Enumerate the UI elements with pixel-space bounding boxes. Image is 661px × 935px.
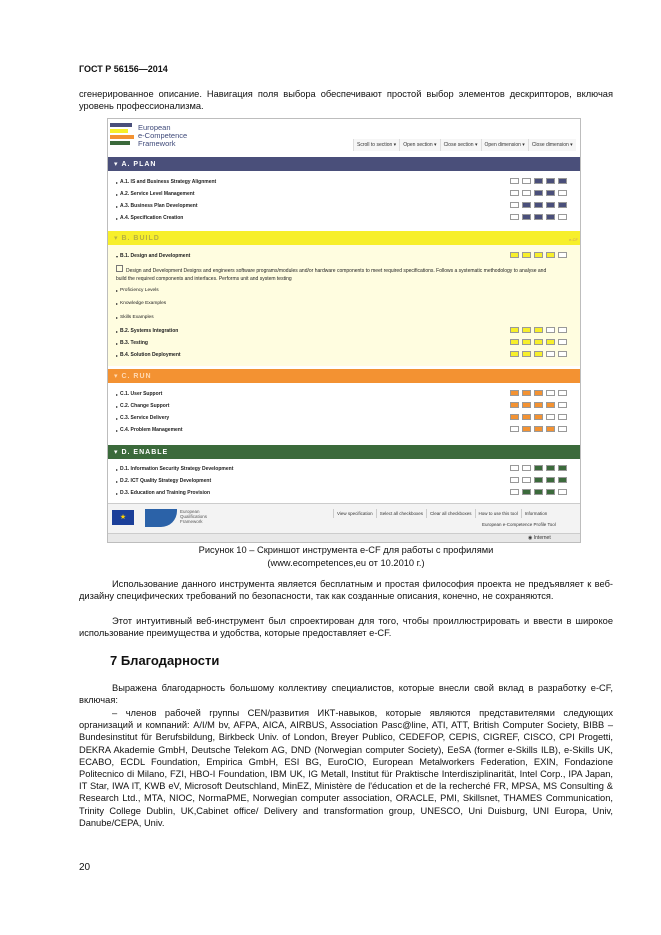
proficiency-level-checkbox[interactable] [534,390,543,396]
proficiency-level-checkbox[interactable] [558,426,567,432]
proficiency-level-checkbox[interactable] [558,202,567,208]
view-specification-button[interactable]: View specification [333,509,376,518]
browser-status-bar [108,533,580,543]
proficiency-level-checkbox[interactable] [558,214,567,220]
proficiency-level-checkbox[interactable] [522,214,531,220]
proficiency-level-checkbox[interactable] [558,489,567,495]
proficiency-level-checkbox[interactable] [510,402,519,408]
competence-row[interactable]: ▸ B.4. Solution Deployment [116,352,181,358]
competence-row[interactable]: ▸ C.3. Service Delivery [116,415,170,421]
proficiency-level-checkbox[interactable] [510,465,519,471]
proficiency-level-checkbox[interactable] [522,390,531,396]
footer-buttons [333,509,550,518]
profile-tool-label: European e-Competence Profile Tool [482,522,556,527]
how-to-use-button[interactable]: How to use this tool [475,509,521,518]
proficiency-level-checkbox[interactable] [522,190,531,196]
proficiency-level-checkbox[interactable] [522,327,531,333]
area-enable-title: ▾ D. ENABLE [114,449,169,456]
proficiency-level-checkbox[interactable] [546,426,555,432]
competence-row[interactable]: ▸ A.3. Business Plan Development [116,203,198,209]
paragraph-thanks: Выражена благодарность большому коллективу специалистов, которые внесли свой вклад в разработку e-CF, включая: [79,683,613,706]
proficiency-level-checkbox[interactable] [522,402,531,408]
globe-icon: ◉ [528,535,533,541]
competence-row[interactable]: ▸ C.1. User Support [116,391,163,397]
clear-all-button[interactable]: Clear all checkboxes [426,509,475,518]
competence-row[interactable]: ▸ B.3. Testing [116,340,148,346]
eqf-logo-icon [145,509,177,527]
proficiency-level-checkbox[interactable] [534,489,543,495]
proficiency-level-checkbox[interactable] [558,390,567,396]
eqf-logo-text: European Qualifications Framework [180,509,208,524]
proficiency-level-checkbox[interactable] [534,214,543,220]
paragraph-usage: Использование данного инструмента является бесплатным и простая философия проекта не предъявляет к веб-дизайну специфических требований по безопасности, так как созданные описания, конечно, не сохраняются. [79,579,613,602]
proficiency-level-checkbox[interactable] [534,351,543,357]
ecf-corner-label: e-CF [569,237,578,242]
competence-row[interactable]: ▸ B.2. Systems Integration [116,328,179,334]
proficiency-level-checkbox[interactable] [510,414,519,420]
proficiency-level-checkbox[interactable] [534,402,543,408]
proficiency-level-checkbox[interactable] [534,202,543,208]
proficiency-level-checkbox[interactable] [522,489,531,495]
proficiency-level-checkbox[interactable] [534,465,543,471]
proficiency-level-checkbox[interactable] [522,414,531,420]
proficiency-level-checkbox[interactable] [510,178,519,184]
select-all-button[interactable]: Select all checkboxes [376,509,426,518]
checkbox[interactable] [116,265,123,272]
paragraph-contributors: – членов рабочей группы CEN/развития ИКТ-навыков, которые являются представителями следующих организаций и компаний: A/I/M bv, AFPA, AICA, AIRBUS, Association Pasc@line, ATI, ATT, British Computer Society, BIBB – Bundesinstitut für Berufsbildung, Birkbeck Univ. of London, Breyer Publico, CEDEFOP, CEPIS, CIGREF, CISCO, CPI Progetti, DEKRA Akademie GmbH, Deutsche Telekom AG, DND (Norwegian computer Society), EeSA (former e-Skills ILB), e-Skills UK, ECABO, ECDL Foundation, Empirica GmbH, ESI BG, EuroCIO, European Metalworkers Federation, EXIN, Fondazione Politecnico di Milano, FZI, HBO-I Foundation, IBM UK, IG Metall, Institut für Praktische Interdisziplinarität, Intel Corp., IPA Japan, IT Star, IWA IT, KWB eV, Microsoft Deutschland, MinEZ, Ministère de l'éducation et de la recherché FR, MPSA, MS Consulting & Research Ltd., MTA, NIOC, NormaPME, Norwegian computer association, ORACLE, PMI, Skillsnet, THAMES Communication, Trinity College Dublin, UK,Cabinet office/ Delivery and transformation group, UNESCO, Uni Duisburg, UNI Europa, Univ, Danube/CEPA, Univ. [79,708,613,828]
proficiency-level-checkbox[interactable] [510,351,519,357]
proficiency-level-checkbox[interactable] [522,339,531,345]
paragraph-intuitive: Этот интуитивный веб-инструмент был спроектирован для того, чтобы проиллюстрировать и ввести в широкое использование преимущества и удобства, которые предоставляет e-CF. [79,616,613,639]
proficiency-level-checkbox[interactable] [558,414,567,420]
proficiency-level-checkbox[interactable] [558,477,567,483]
competence-row-open[interactable]: ▾ B.1. Design and Development [116,253,191,259]
area-plan-title: ▾ A. PLAN [114,161,157,168]
proficiency-level-checkbox[interactable] [534,426,543,432]
ecf-logo-icon [110,123,137,151]
sublink-proficiency[interactable]: ▸ Proficiency Levels [116,288,159,293]
proficiency-level-checkbox[interactable] [522,351,531,357]
proficiency-level-checkbox[interactable] [510,190,519,196]
proficiency-level-checkbox[interactable] [510,202,519,208]
sublink-knowledge[interactable]: ▸ Knowledge Examples [116,301,167,306]
tool-toolbar [353,139,576,151]
internet-zone-label: ◉ Internet [528,535,551,541]
proficiency-level-checkbox[interactable] [510,426,519,432]
proficiency-level-checkbox[interactable] [546,414,555,420]
competence-row[interactable]: ▸ D.1. Information Security Strategy Development [116,466,234,472]
proficiency-level-checkbox[interactable] [546,252,555,258]
proficiency-level-checkbox[interactable] [534,477,543,483]
area-plan-header[interactable] [108,157,580,171]
competence-row[interactable]: ▸ A.4. Specification Creation [116,215,184,221]
proficiency-level-checkbox[interactable] [534,252,543,258]
proficiency-level-checkbox[interactable] [534,327,543,333]
proficiency-level-checkbox[interactable] [522,178,531,184]
proficiency-level-checkbox[interactable] [546,489,555,495]
area-run-header[interactable] [108,369,580,383]
figure-caption-line2: (www.ecompetences,eu от 10.2010 г.) [267,558,425,568]
proficiency-level-checkbox[interactable] [558,402,567,408]
proficiency-level-checkbox[interactable] [546,327,555,333]
proficiency-level-checkbox[interactable] [546,465,555,471]
eu-flag-icon: ★ [112,510,134,525]
sublink-skills[interactable]: ▸ Skills Examples [116,315,154,320]
proficiency-level-checkbox[interactable] [546,214,555,220]
close-section-button[interactable]: Close section ▾ [440,139,481,151]
competence-description: Design and Development Designs and engineers software programs/modules and/or hardware components to meet required specifications. Follows a systematic methodology to analyse and build the required components and interfaces. Performs unit and system testing [116,265,556,283]
figure-caption-line1: Рисунок 10 – Скриншот инструмента e-CF для работы с профилями [198,545,494,555]
intro-paragraph: сгенерированное описание. Навигация поля выбора обеспечивают простой выбор элементов дескрипторов, включая уровень профессионализма. [79,89,613,112]
tool-header [108,119,580,157]
ecf-logo-text: European e-Competence Framework [138,123,188,148]
proficiency-level-checkbox[interactable] [510,214,519,220]
scroll-to-section-button[interactable]: Scroll to section ▾ [353,139,399,151]
proficiency-level-checkbox[interactable] [510,477,519,483]
competence-row[interactable]: ▸ A.1. IS and Business Strategy Alignment [116,179,217,185]
proficiency-level-checkbox[interactable] [558,339,567,345]
proficiency-level-checkbox[interactable] [534,414,543,420]
proficiency-level-checkbox[interactable] [558,327,567,333]
proficiency-level-checkbox[interactable] [558,252,567,258]
area-run-title: ▾ C. RUN [114,373,152,380]
proficiency-level-checkbox[interactable] [558,190,567,196]
proficiency-level-checkbox[interactable] [558,351,567,357]
competence-row[interactable]: ▸ C.2. Change Support [116,403,170,409]
open-dimension-button[interactable]: Open dimension ▾ [481,139,528,151]
proficiency-level-checkbox[interactable] [510,252,519,258]
ecf-tool-screenshot [107,118,581,543]
page-number: 20 [79,862,91,873]
proficiency-level-checkbox[interactable] [522,477,531,483]
competence-row[interactable]: ▸ D.2. ICT Quality Strategy Development [116,478,212,484]
information-button[interactable]: Information [521,509,551,518]
proficiency-level-checkbox[interactable] [510,327,519,333]
proficiency-level-checkbox[interactable] [522,252,531,258]
proficiency-level-checkbox[interactable] [546,202,555,208]
area-build-title: ▾ B. BUILD [114,235,160,242]
proficiency-level-checkbox[interactable] [546,178,555,184]
area-build-header[interactable] [108,231,580,245]
proficiency-level-checkbox[interactable] [546,190,555,196]
section-title: 7 Благодарности [110,653,220,668]
proficiency-level-checkbox[interactable] [558,178,567,184]
competence-row[interactable]: ▸ A.2. Service Level Management [116,191,195,197]
proficiency-level-checkbox[interactable] [510,339,519,345]
close-dimension-button[interactable]: Close dimension ▾ [528,139,576,151]
tool-footer [108,503,580,543]
proficiency-level-checkbox[interactable] [534,339,543,345]
proficiency-level-checkbox[interactable] [546,402,555,408]
proficiency-level-checkbox[interactable] [510,489,519,495]
proficiency-level-checkbox[interactable] [546,339,555,345]
proficiency-level-checkbox[interactable] [522,426,531,432]
proficiency-level-checkbox[interactable] [546,477,555,483]
standard-header: ГОСТ Р 56156—2014 [79,64,168,74]
competence-row[interactable]: ▸ D.3. Education and Training Provision [116,490,211,496]
proficiency-level-checkbox[interactable] [546,390,555,396]
area-enable-header[interactable] [108,445,580,459]
competence-row[interactable]: ▸ C.4. Problem Management [116,427,183,433]
proficiency-level-checkbox[interactable] [522,465,531,471]
proficiency-level-checkbox[interactable] [522,202,531,208]
proficiency-level-checkbox[interactable] [534,178,543,184]
proficiency-level-checkbox[interactable] [546,351,555,357]
open-section-button[interactable]: Open section ▾ [399,139,439,151]
proficiency-level-checkbox[interactable] [534,190,543,196]
proficiency-level-checkbox[interactable] [510,390,519,396]
proficiency-level-checkbox[interactable] [558,465,567,471]
